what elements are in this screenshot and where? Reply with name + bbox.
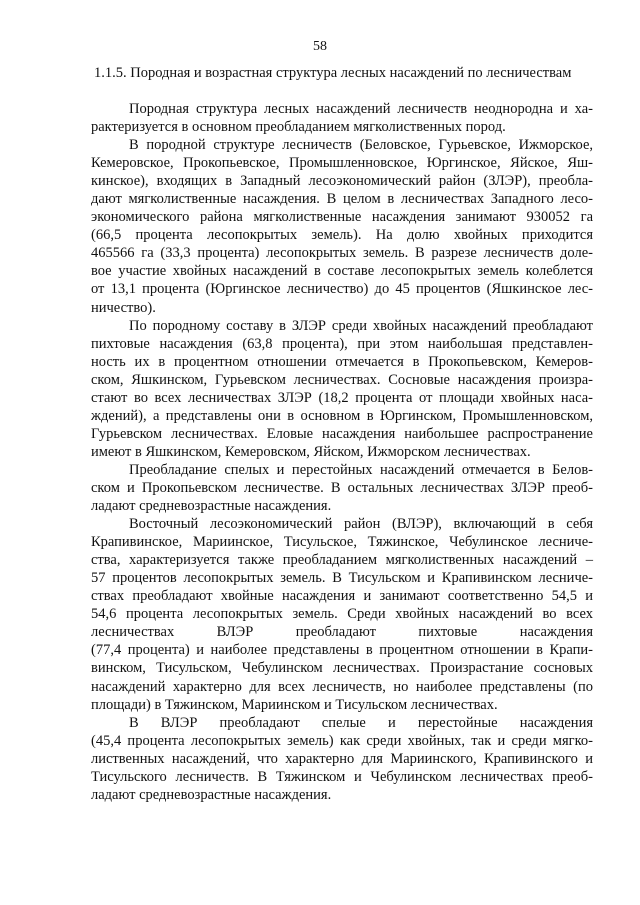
section-heading: 1.1.5. Породная и возрастная структура лесных насаждений по лесничествам bbox=[94, 65, 572, 81]
paragraph-line: (66,5 процента лесопокрытых земель). На долю хвойных приходится bbox=[91, 227, 593, 244]
paragraph-line: ском, Яшкинском, Гурьевском лесничествах. Сосновые насаждения произра- bbox=[91, 371, 593, 388]
paragraph bbox=[91, 136, 593, 316]
paragraph-line: стают во всех лесничествах ЗЛЭР (18,2 процента от площади хвойных наса- bbox=[91, 389, 593, 406]
paragraph-line: дают мягколиственные насаждения. В целом в лесничествах Западного лесо- bbox=[91, 191, 593, 208]
paragraph-line: Породная структура лесных насаждений лесничеств неоднородна и ха- bbox=[129, 101, 593, 117]
paragraph-line: По породному составу в ЗЛЭР среди хвойных насаждений преобладают bbox=[129, 317, 593, 334]
paragraph-line: ском и Прокопьевском лесничестве. В остальных лесничествах ЗЛЭР преоб- bbox=[91, 479, 593, 496]
paragraph-line: (45,4 процента лесопокрытых земель) как среди хвойных, так и среди мягко- bbox=[91, 732, 593, 749]
paragraph bbox=[91, 515, 593, 714]
paragraph bbox=[91, 461, 593, 515]
paragraph-line: лесничествах ВЛЭР преобладают пихтовые насаждения bbox=[91, 624, 593, 641]
body-text bbox=[91, 100, 593, 804]
page-number: 58 bbox=[313, 39, 327, 54]
paragraph-line: площади) в Тяжинском, Мариинском и Тисульском лесничествах. bbox=[91, 696, 498, 713]
paragraph-line: Кемеровское, Прокопьевское, Промышленновское, Юргинское, Яйское, Яш- bbox=[91, 155, 593, 172]
paragraph-line: насаждений характерно для всех лесничеств, но наиболее представлены (по bbox=[91, 678, 593, 695]
paragraph-line: Восточный лесоэкономический район (ВЛЭР), включающий в себя bbox=[129, 516, 593, 533]
paragraph-line: В ВЛЭР преобладают спелые и перестойные насаждения bbox=[129, 714, 593, 731]
paragraph-line: от 13,1 процента (Юргинское лесничество) до 45 процентов (Яшкинское лес- bbox=[91, 281, 593, 298]
paragraph-line: В породной структуре лесничеств (Беловское, Гурьевское, Ижморское, bbox=[129, 137, 593, 154]
paragraph-line: ждений), а представлены они в основном в Юргинском, Промышленновском, bbox=[91, 407, 593, 424]
paragraph-line: Гурьевском лесничествах. Еловые насаждения наибольшее распространение bbox=[91, 425, 593, 442]
paragraph-line: кинское), входящих в Западный лесоэкономический район (ЗЛЭР), преобла- bbox=[91, 173, 593, 190]
paragraph-line: имеют в Яшкинском, Кемеровском, Яйском, Ижморском лесничествах. bbox=[91, 443, 531, 460]
paragraph-line: Крапивинское, Мариинское, Тисульское, Тяжинское, Чебулинское лесниче- bbox=[91, 534, 593, 551]
paragraph-line: ность их в процентном отношении отмечается в Прокопьевском, Кемеров- bbox=[91, 353, 593, 370]
paragraph-line: 465566 га (33,3 процента) лесопокрытых земель. В разрезе лесничеств доле- bbox=[91, 245, 593, 262]
paragraph bbox=[91, 317, 593, 461]
paragraph-line: экономического района мягколиственные насаждения занимают 930052 га bbox=[91, 209, 593, 226]
paragraph-line: Тисульского лесничеств. В Тяжинском и Чебулинском лесничествах преоб- bbox=[91, 768, 593, 785]
paragraph-line: лиственных насаждений, что характерно для Мариинского, Крапивинского и bbox=[91, 750, 593, 767]
paragraph-line: Преобладание спелых и перестойных насаждений отмечается в Белов- bbox=[129, 461, 593, 478]
paragraph-line: ничество). bbox=[91, 299, 156, 316]
paragraph-line: рактеризуется в основном преобладанием мягколиственных пород. bbox=[91, 119, 506, 136]
paragraph-line: ладают средневозрастные насаждения. bbox=[91, 786, 332, 803]
paragraph-line: ствах преобладают хвойные насаждения и занимают соответственно 54,5 и bbox=[91, 588, 593, 605]
paragraph-line: (77,4 процента) и наиболее представлены в процентном отношении в Крапи- bbox=[91, 642, 593, 659]
paragraph-line: вое участие хвойных насаждений в составе лесопокрытых земель колеблется bbox=[91, 263, 593, 280]
paragraph-line: ладают средневозрастные насаждения. bbox=[91, 498, 332, 515]
paragraph-line: винском, Тисульском, Чебулинском лесничествах. Произрастание сосновых bbox=[91, 660, 593, 677]
paragraph-line: пихтовые насаждения (63,8 процента), при этом наибольшая представлен- bbox=[91, 335, 593, 352]
paragraph bbox=[91, 100, 593, 136]
paragraph-line: 54,6 процента лесопокрытых земель. Среди хвойных насаждений во всех bbox=[91, 606, 593, 623]
paragraph-line: 57 процентов лесопокрытых земель. В Тисульском и Крапивинском лесниче- bbox=[91, 570, 593, 587]
paragraph-line: ства, характеризуется также преобладанием мягколиственных насаждений – bbox=[91, 552, 593, 569]
paragraph bbox=[91, 714, 593, 804]
